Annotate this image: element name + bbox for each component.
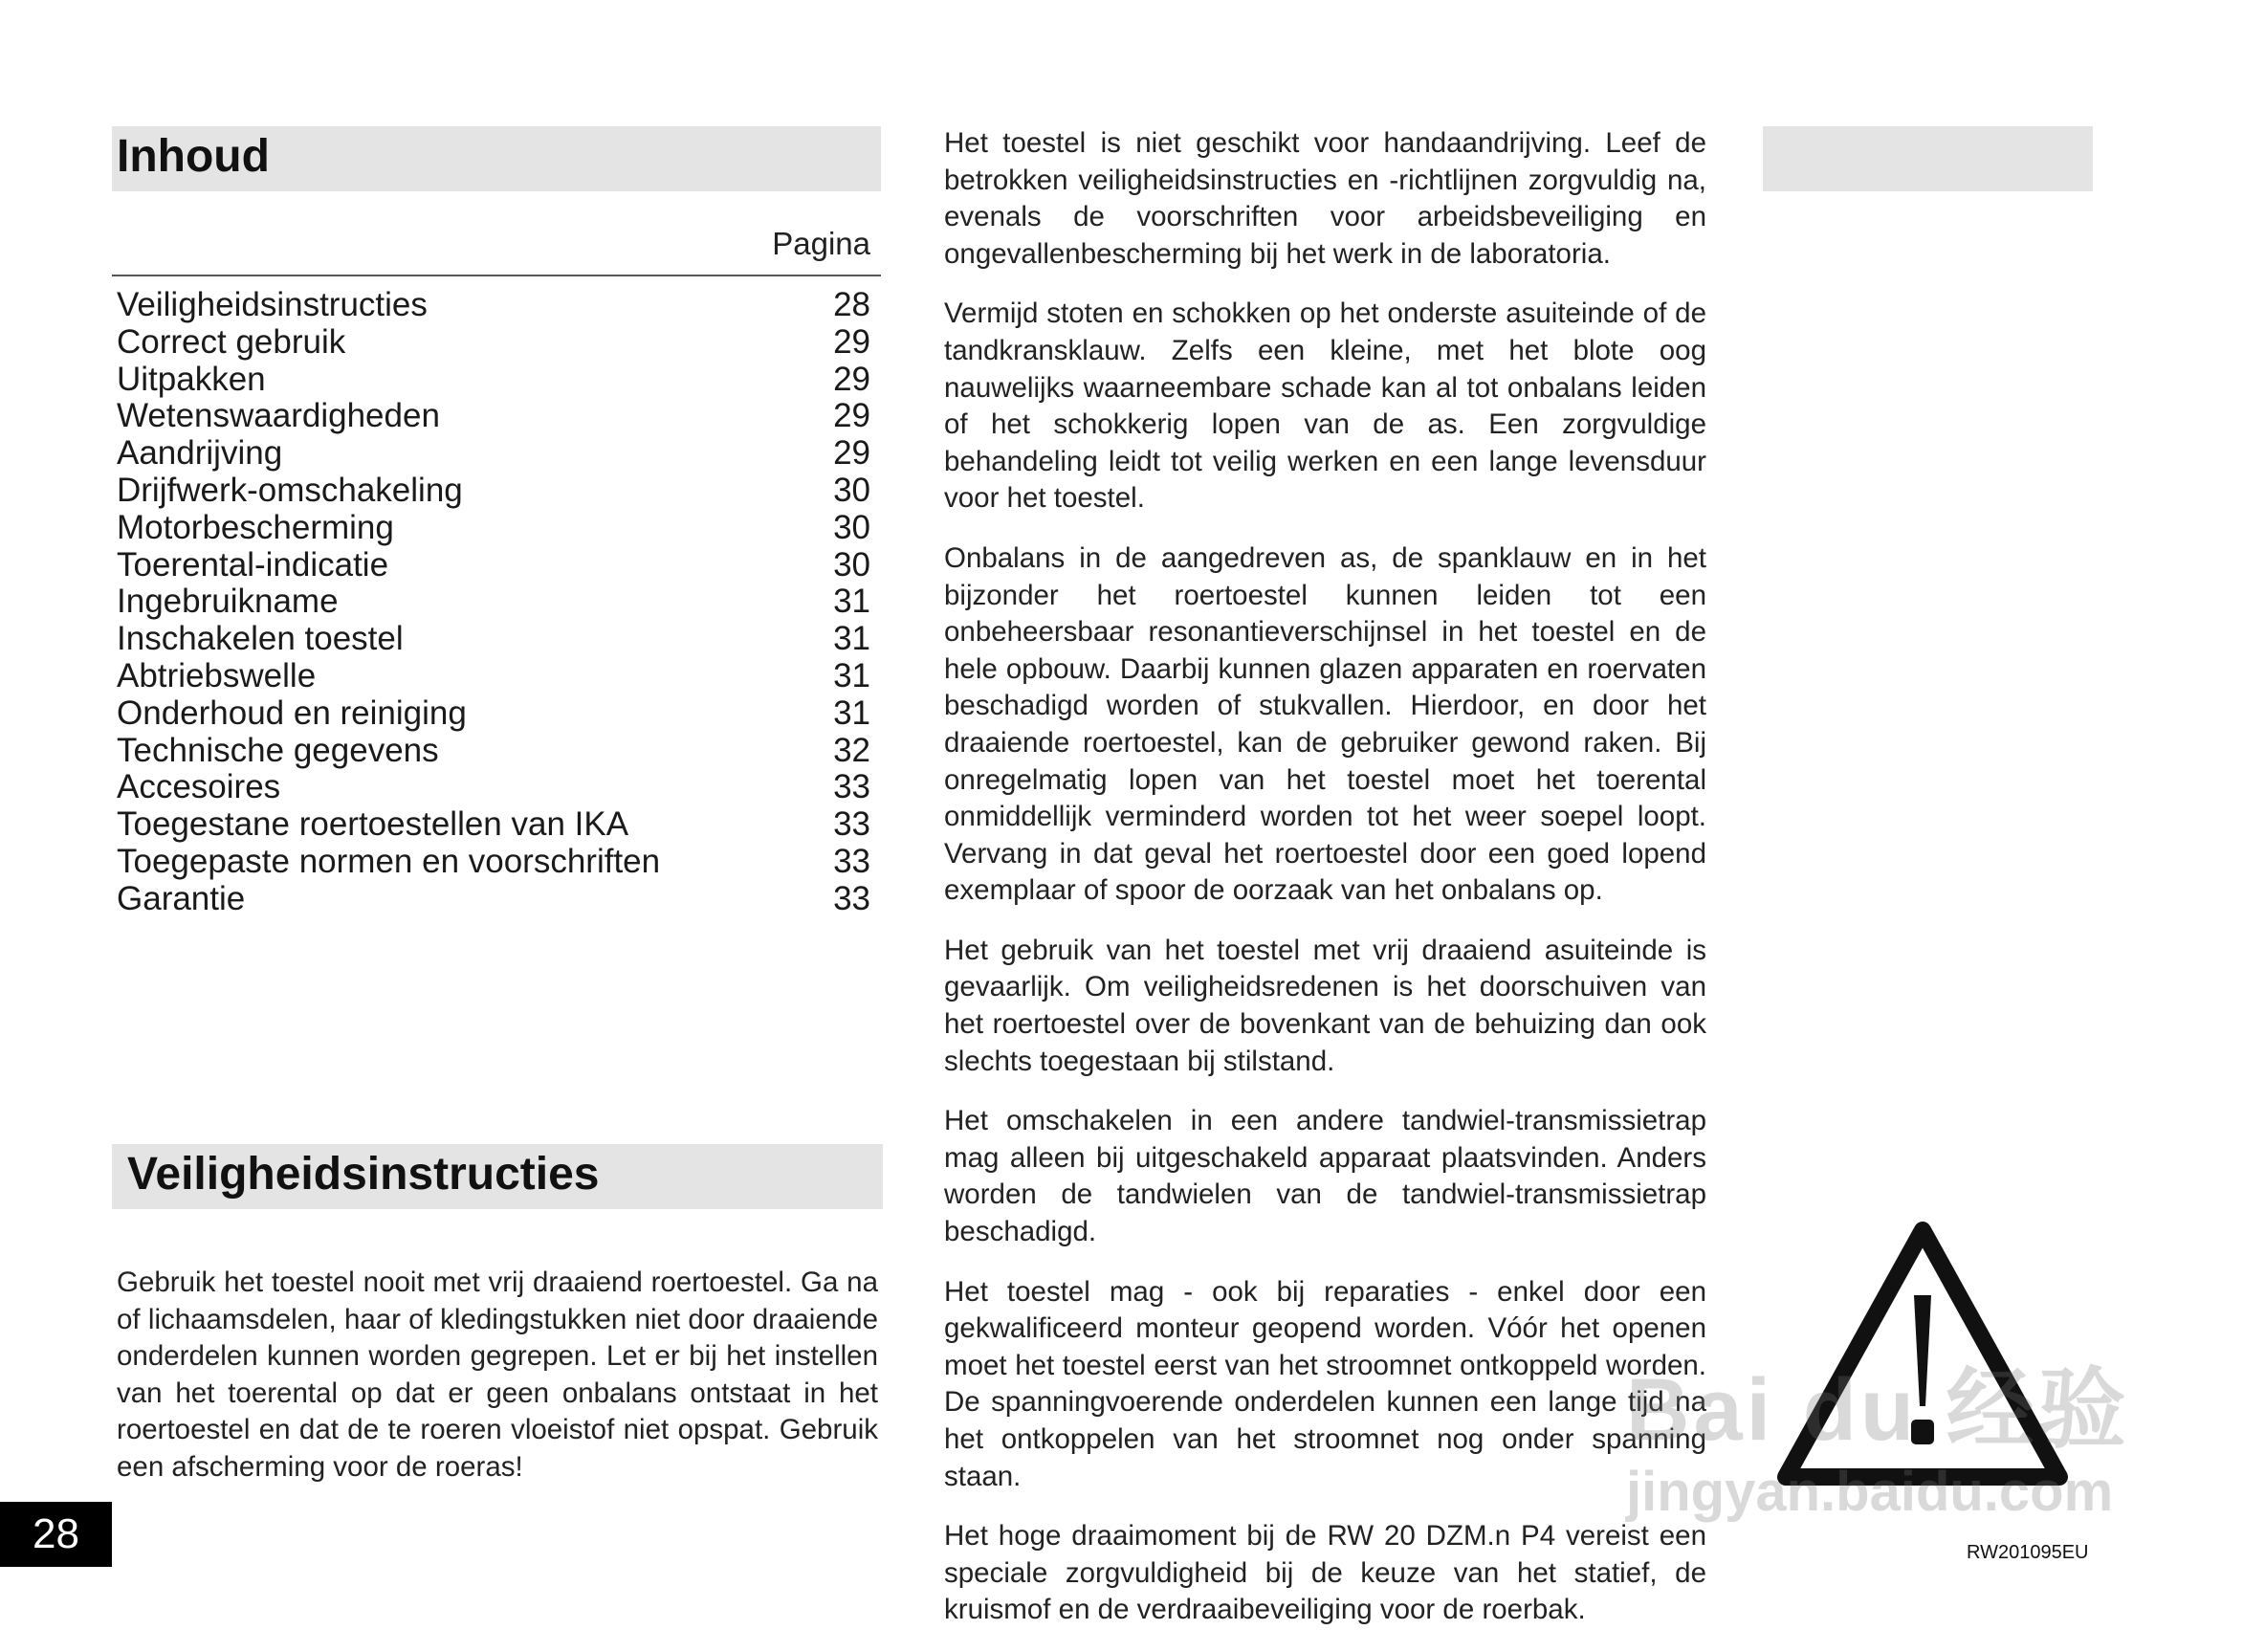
- toc-entry: [117, 398, 870, 435]
- toc-entry-title: Correct gebruik: [117, 322, 346, 361]
- toc-entry-title: Technische gegevens: [117, 731, 439, 769]
- toc-entry-title: Toegestane roertoestellen van IKA: [117, 805, 629, 844]
- toc-entry-title: Uitpakken: [117, 360, 266, 398]
- watermark-brand: Bai du 经验: [1626, 1361, 2130, 1459]
- toc-entry-page: 29: [833, 360, 870, 398]
- toc-entry: [117, 473, 870, 510]
- toc-entry-title: Drijfwerk-omschakeling: [117, 471, 463, 509]
- toc-pagina-label: Pagina: [772, 226, 870, 261]
- page-number: 28: [0, 1502, 112, 1567]
- toc-entry: [117, 658, 870, 695]
- watermark-url: jingyan.baidu.com: [1626, 1461, 2114, 1523]
- body-paragraph: Vermijd stoten en schokken op het onderste asuiteinde of de tandkransklauw. Zelfs een kleine, met het blote oog nauwelijks waarneembare schade kan al tot onbalans leiden of het schokkerig lopen van de as. Een zorgvuldige behandeling leidt tot veilig werken en een lange levensduur voor het toestel.: [944, 297, 1706, 515]
- toc-entry-title: Aandrijving: [117, 434, 283, 473]
- safety-intro-paragraph: Gebruik het toestel nooit met vrij draaiend roertoestel. Ga na of lichaamsdelen, haar of kledingstukken niet door draaiende onderdelen kunnen worden gegrepen. Let er bij het instellen van het toerental op dat er geen onbalans ontstaat in het roertoestel en dat de te roeren vloeistof niet opspat. Gebruik een afscherming voor de roeras!: [117, 1267, 878, 1483]
- toc-entry-page: 33: [833, 842, 870, 880]
- toc-entry-title: Onderhoud en reiniging: [117, 694, 467, 732]
- toc-entry-page: 30: [833, 545, 870, 584]
- image-code: RW201095EU: [1967, 1542, 2089, 1563]
- middle-column: [944, 125, 1706, 1652]
- toc-entry: [117, 584, 870, 621]
- safety-heading: Veiligheidsinstructies: [127, 1149, 600, 1200]
- toc-entry-page: 30: [833, 508, 870, 546]
- toc-entry: [117, 733, 870, 770]
- toc-entry: [117, 695, 870, 733]
- toc-entry-page: 28: [833, 286, 870, 323]
- body-paragraph: Het hoge draaimoment bij de RW 20 DZM.n P4 vereist een speciale zorgvuldigheid bij de keuze van het statief, de kruismof en de verdraaibeveiliging voor de roerbak.: [944, 1520, 1706, 1626]
- toc-entry: [117, 324, 870, 362]
- toc-entry-title: Toerental-indicatie: [117, 545, 389, 584]
- toc-entry-title: Motorbescherming: [117, 508, 394, 546]
- toc-entry-page: 33: [833, 879, 870, 917]
- toc-entry-title: Inschakelen toestel: [117, 620, 404, 658]
- toc-entry: [117, 510, 870, 547]
- toc-entry: [117, 806, 870, 844]
- toc-entry: [117, 362, 870, 399]
- toc-entry: [117, 435, 870, 473]
- toc-entry: [117, 547, 870, 584]
- toc-entry-page: 31: [833, 656, 870, 694]
- body-paragraph: Het toestel mag - ook bij reparaties - enkel door een gekwalificeerd monteur geopend worden. Vóór het openen moet het toestel eerst van het stroomnet ontkoppeld worden. De spanningvoerende onderdelen kunnen een lange tijd na het ontkoppelen van het stroomnet nog onder spanning staan.: [944, 1275, 1706, 1492]
- toc-entry-page: 32: [833, 731, 870, 769]
- toc-entry-page: 29: [833, 434, 870, 473]
- toc-entry: [117, 287, 870, 324]
- toc-entry-title: Accesoires: [117, 768, 281, 806]
- toc-entry: [117, 769, 870, 806]
- toc-entry-title: Veiligheidsinstructies: [117, 286, 428, 323]
- toc-entry-page: 31: [833, 694, 870, 732]
- toc-entry-title: Abtriebswelle: [117, 656, 317, 694]
- toc-entry-title: Garantie: [117, 879, 246, 917]
- toc-entry-page: 29: [833, 322, 870, 361]
- toc-heading: Inhoud: [117, 131, 270, 182]
- toc-entry-page: 31: [833, 583, 870, 621]
- toc-divider: [112, 275, 881, 276]
- toc-entry-page: 33: [833, 805, 870, 844]
- toc-entry-page: 29: [833, 397, 870, 435]
- toc-entry-page: 31: [833, 620, 870, 658]
- toc-entry-title: Wetenswaardigheden: [117, 397, 440, 435]
- toc-entry: [117, 621, 870, 658]
- body-paragraph: Het toestel is niet geschikt voor handaandrijving. Leef de betrokken veiligheidsinstructies en -richtlijnen zorgvuldig na, evenals de voorschriften voor arbeidsbeveiliging en ongevallenbescherming bij het werk in de laboratoria.: [944, 127, 1706, 270]
- body-paragraph: Het gebruik van het toestel met vrij draaiend asuiteinde is gevaarlijk. Om veiligheidsredenen is het doorschuiven van het roertoestel over de bovenkant van de behuizing dan ook slechts toegestaan bij stilstand.: [944, 934, 1706, 1077]
- toc-entry-title: Ingebruikname: [117, 583, 339, 621]
- right-heading-bar: [1763, 126, 2093, 191]
- toc-entry-title: Toegepaste normen en voorschriften: [117, 842, 661, 880]
- toc-list: [117, 287, 870, 918]
- toc-entry: [117, 881, 870, 918]
- toc-entry-page: 33: [833, 768, 870, 806]
- body-paragraph: Het omschakelen in een andere tandwiel-transmissietrap mag alleen bij uitgeschakeld apparaat plaatsvinden. Anders worden de tandwielen van de tandwiel-transmissietrap beschadigd.: [944, 1105, 1706, 1248]
- toc-entry-page: 30: [833, 471, 870, 509]
- toc-entry: [117, 844, 870, 881]
- body-paragraph: Onbalans in de aangedreven as, de spanklauw en in het bijzonder het roertoestel kunnen leiden tot een onbeheersbaar resonantieverschijnsel in het toestel en de hele opbouw. Daarbij kunnen glazen apparaten en roervaten beschadigd worden of stukvallen. Hierdoor, en door het draaiende roertoestel, kan de gebruiker gewond raken. Bij onregelmatig lopen van het toestel moet het toerental onmiddellijk verminderd worden tot het weer soepel loopt. Vervang in dat geval het roertoestel door een goed lopend exemplaar of spoor de oorzaak van het onbalans op.: [944, 541, 1706, 907]
